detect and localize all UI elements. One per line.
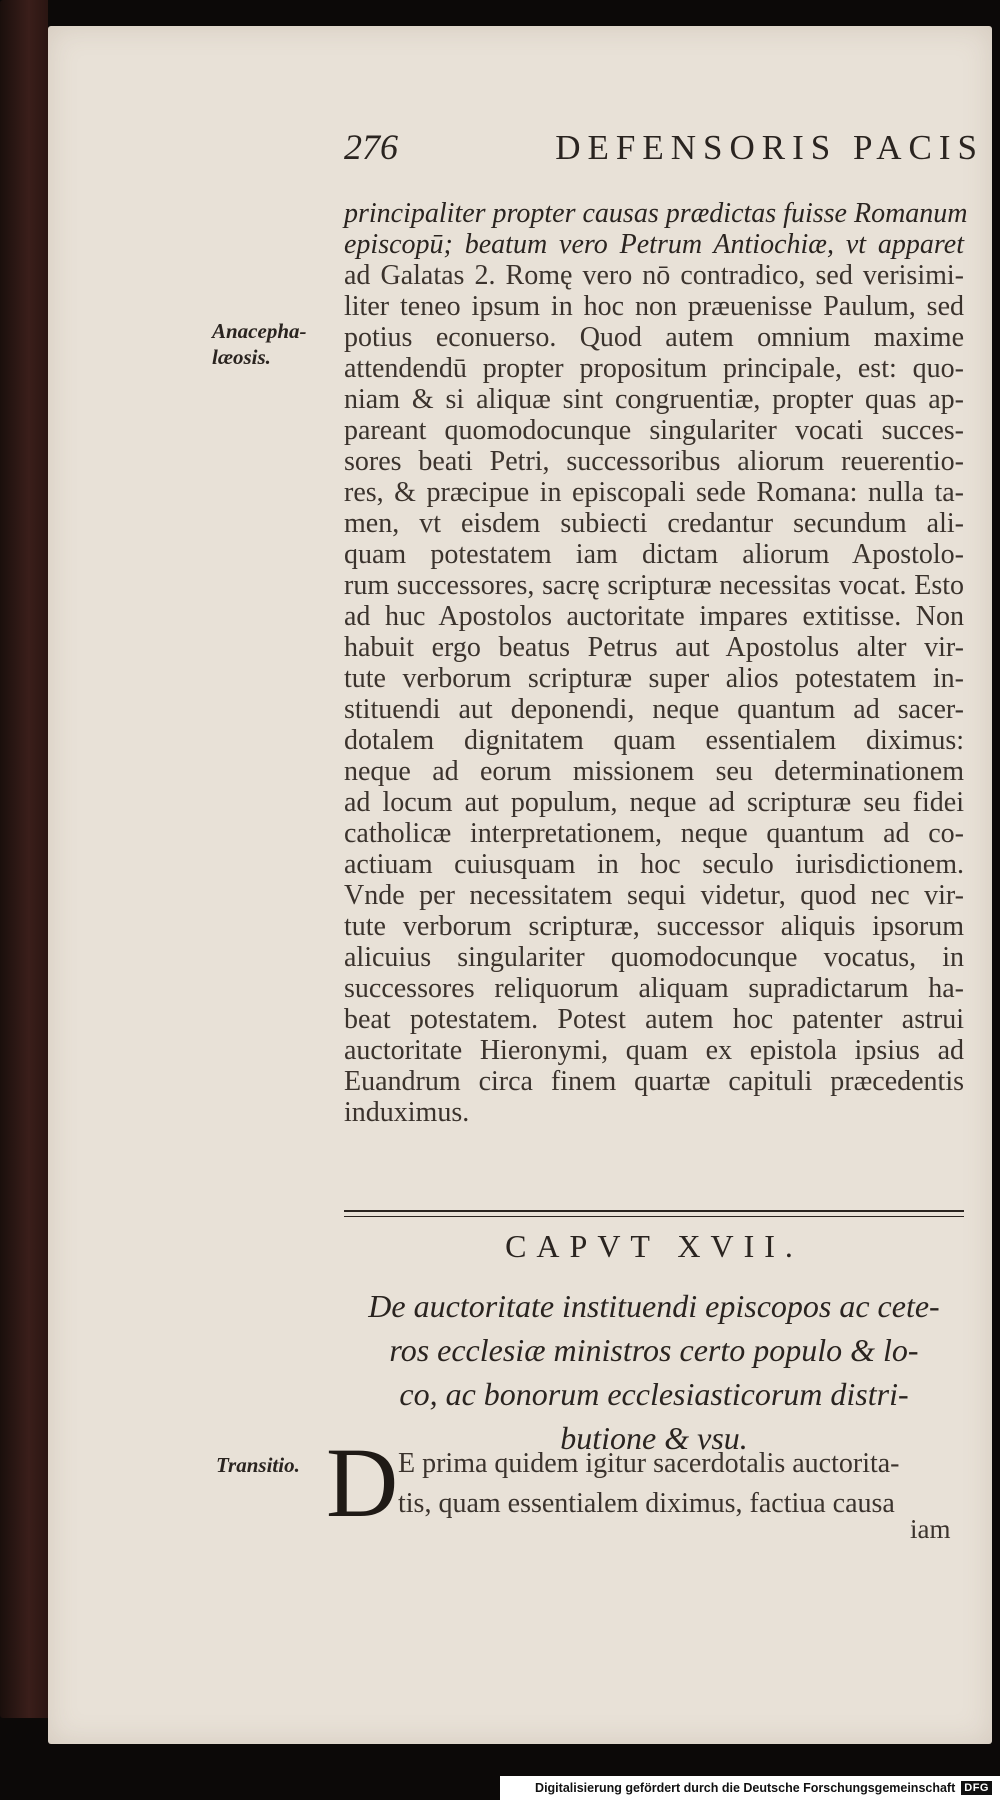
- text-line: tis, quam essentialem diximus, factiua causa: [398, 1488, 895, 1519]
- running-title: DEFENSORIS PACIS: [555, 128, 984, 167]
- book-spine: [0, 0, 48, 1718]
- text-line: beat potestatem. Potest autem hoc patenter astrui: [344, 1004, 964, 1035]
- margin-note-transitio: Transitio.: [216, 1453, 300, 1477]
- text-line: niam & si aliquæ sint congruentiæ, propter quas ap-: [344, 384, 964, 415]
- section-divider: [344, 1210, 964, 1217]
- text-line: dotalem dignitatem quam essentialem diximus:: [344, 725, 964, 756]
- text-line: ad locum aut populum, neque ad scripturæ seu fidei: [344, 787, 964, 818]
- credit-text: Digitalisierung gefördert durch die Deutsche Forschungsgemeinschaft: [535, 1781, 956, 1795]
- main-text-block: [344, 198, 968, 1128]
- text-line: Vnde per necessitatem sequi videtur, quod nec vir-: [344, 880, 964, 911]
- digitization-credit: [500, 1776, 1000, 1800]
- text-line: catholicæ interpretationem, neque quantum ad co-: [344, 818, 964, 849]
- text-line: episcopū; beatum vero Petrum Antiochiæ, vt apparet: [344, 229, 964, 260]
- text-line: attendendū propter propositum principale, est: quo-: [344, 353, 964, 384]
- chapter-title-line: De auctoritate instituendi episcopos ac cete-: [368, 1288, 940, 1324]
- chapter-title-line: ros ecclesiæ ministros certo populo & lo-: [389, 1332, 919, 1368]
- chapter-heading: CAPVT XVII.: [505, 1228, 803, 1264]
- text-line: neque ad eorum missionem seu determinationem: [344, 756, 964, 787]
- text-line: E prima quidem igitur sacerdotalis auctorita-: [398, 1448, 900, 1479]
- text-line: potius econuerso. Quod autem omnium maxime: [344, 322, 964, 353]
- chapter-title-line: butione & vsu.: [560, 1420, 748, 1456]
- text-line: induximus.: [344, 1097, 470, 1128]
- text-line: auctoritate Hieronymi, quam ex epistola ipsius ad: [344, 1035, 964, 1066]
- chapter-title: [352, 1284, 956, 1460]
- page-header: [344, 126, 984, 168]
- dfg-logo: DFG: [961, 1781, 992, 1795]
- chapter-body: [398, 1444, 964, 1524]
- text-line: alicuius singulariter quomodocunque vocatus, in: [344, 942, 964, 973]
- text-line: habuit ergo beatus Petrus aut Apostolus alter vir-: [344, 632, 964, 663]
- drop-cap: D: [326, 1427, 399, 1538]
- chapter-title-line: co, ac bonorum ecclesiasticorum distri-: [399, 1376, 909, 1412]
- text-line: ad huc Apostolos auctoritate impares extitisse. Non: [344, 601, 964, 632]
- text-line: principaliter propter causas prædictas fuisse Romanum: [344, 198, 968, 229]
- margin-note-line: læosis.: [212, 345, 271, 369]
- text-line: sores beati Petri, successoribus aliorum reuerentio-: [344, 446, 964, 477]
- text-line: successores reliquorum aliquam supradictarum ha-: [344, 973, 964, 1004]
- text-line: rum successores, sacrę scripturæ necessitas vocat. Esto: [344, 570, 964, 601]
- text-line: stituendi aut deponendi, neque quantum ad sacer-: [344, 694, 964, 725]
- text-line: pareant quomodocunque singulariter vocati succes-: [344, 415, 964, 446]
- text-line: res, & præcipue in episcopali sede Romana: nulla ta-: [344, 477, 964, 508]
- page-number: 276: [344, 127, 398, 167]
- text-line: Euandrum circa finem quartæ capituli præcedentis: [344, 1066, 964, 1097]
- text-line: tute verborum scripturæ, successor aliquis ipsorum: [344, 911, 964, 942]
- text-line: ad Galatas 2. Romę vero nō contradico, sed verisimi-: [344, 260, 964, 291]
- text-line: actiuam cuiusquam in hoc seculo iurisdictionem.: [344, 849, 964, 880]
- text-line: tute verborum scripturæ super alios potestatem in-: [344, 663, 964, 694]
- text-line: men, vt eisdem subiecti credantur secundum ali-: [344, 508, 964, 539]
- text-line: quam potestatem iam dictam aliorum Apostolo-: [344, 539, 964, 570]
- margin-note-line: Anacepha-: [212, 319, 307, 343]
- catchword: iam: [910, 1514, 951, 1544]
- text-line: liter teneo ipsum in hoc non præuenisse Paulum, sed: [344, 291, 964, 322]
- margin-note-anacephalaeosis: [212, 318, 307, 370]
